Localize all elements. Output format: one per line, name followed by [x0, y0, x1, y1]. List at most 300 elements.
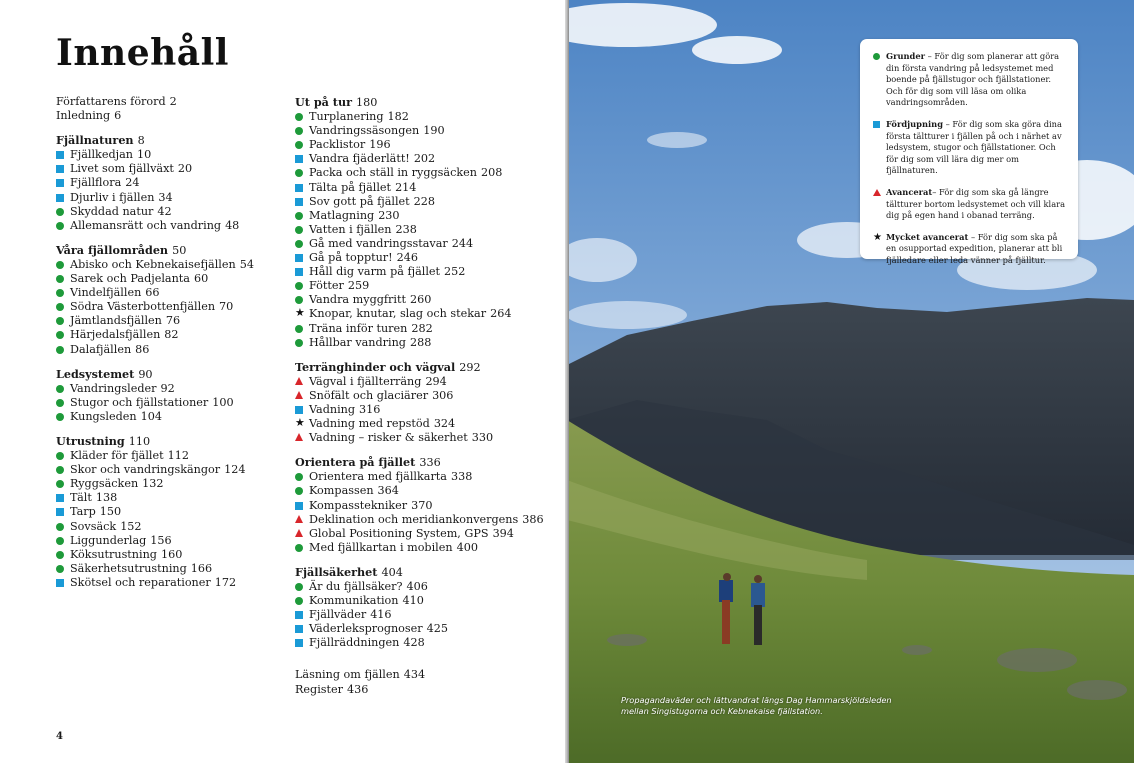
toc-entry-title: Läsning om fjällen — [295, 668, 400, 682]
toc-item-title: Tält — [70, 491, 92, 505]
circle-icon — [56, 480, 64, 488]
toc-item-title: Säkerhetsutrustning — [70, 561, 187, 575]
toc-item-title: Allemansrätt och vandring — [70, 218, 222, 232]
triangle-icon — [295, 377, 303, 385]
section-page: 336 — [419, 456, 441, 470]
toc-item — [56, 191, 286, 205]
toc-item-title: Matlagning — [309, 208, 375, 222]
section-title: Fjällsäkerhet — [295, 564, 378, 579]
toc-item-page: 288 — [409, 335, 432, 349]
toc-item — [56, 410, 286, 424]
circle-icon — [56, 289, 64, 297]
legend-item — [873, 187, 1066, 222]
toc-item — [56, 463, 286, 477]
toc-item-title: Vindelfjällen — [70, 286, 142, 300]
toc-item-title: Turplanering — [309, 110, 384, 124]
section-page: 90 — [138, 367, 153, 381]
toc-item-page: 112 — [167, 449, 189, 463]
square-icon — [873, 121, 880, 128]
toc-item-title: Södra Västerbottenfjällen — [70, 300, 216, 314]
toc-item-page: 208 — [480, 166, 503, 180]
toc-item — [295, 417, 555, 431]
triangle-icon — [295, 433, 303, 441]
circle-icon — [873, 53, 880, 60]
toc-item-page: 172 — [214, 575, 237, 589]
toc-item-title: Fjällräddningen — [309, 636, 400, 650]
toc-item-title: Packa och ställ in ryggsäcken — [309, 166, 477, 180]
square-icon — [56, 165, 64, 173]
circle-icon — [295, 212, 303, 220]
section-title: Ledsystemet — [56, 366, 135, 381]
toc-item-title: Kompassen — [309, 484, 374, 498]
toc-section — [56, 243, 286, 357]
square-icon — [295, 254, 303, 262]
toc-section-heading — [56, 434, 286, 449]
circle-icon — [295, 325, 303, 333]
circle-icon — [56, 452, 64, 460]
section-page: 292 — [459, 360, 481, 374]
toc-item-page: 246 — [396, 251, 419, 265]
circle-icon — [295, 597, 303, 605]
toc-item-title: Är du fjällsäker? — [309, 580, 403, 593]
toc-entry — [295, 668, 555, 682]
toc-item — [295, 403, 555, 417]
toc-item-page: 370 — [411, 498, 433, 512]
toc-item-page: 425 — [426, 622, 448, 636]
circle-icon — [56, 385, 64, 393]
toc-section-heading — [295, 565, 555, 580]
circle-icon — [56, 222, 64, 230]
toc-item — [295, 237, 555, 251]
toc-item — [295, 636, 555, 650]
toc-item — [295, 279, 555, 293]
toc-item — [295, 322, 555, 336]
toc-item-title: Gå på topptur! — [309, 251, 393, 265]
toc-item — [295, 195, 555, 209]
toc-item-title: Deklination och meridiankonvergens — [309, 512, 519, 526]
toc-item-page: 306 — [432, 388, 454, 402]
section-title: Ut på tur — [295, 95, 352, 109]
section-title: Orientera på fjället — [295, 455, 416, 470]
toc-item-page: 244 — [451, 236, 474, 250]
section-title: Terränghinder och vägval — [295, 359, 456, 374]
star-icon: ★ — [873, 231, 882, 243]
book-spine — [565, 0, 569, 763]
toc-item — [295, 484, 555, 498]
toc-item — [295, 513, 555, 527]
toc-item-title: Sov gott på fjället — [309, 194, 410, 208]
toc-item-page: 394 — [492, 526, 514, 540]
toc-item-title: Liggunderlag — [70, 533, 147, 547]
toc-item — [56, 162, 286, 176]
toc-item — [56, 272, 286, 286]
square-icon — [295, 198, 303, 206]
toc-item-page: 76 — [165, 314, 181, 328]
circle-icon — [56, 303, 64, 311]
circle-icon — [295, 226, 303, 234]
toc-item-page: 428 — [403, 636, 425, 650]
toc-item-title: Håll dig varm på fjället — [309, 265, 441, 279]
toc-item — [56, 576, 286, 590]
toc-item-title: Global Positioning System, GPS — [309, 526, 489, 540]
toc-item — [56, 258, 286, 272]
circle-icon — [295, 473, 303, 481]
toc-item-title: Vandra myggfritt — [309, 293, 406, 307]
toc-item-page: 182 — [387, 110, 409, 124]
section-page: 180 — [355, 96, 378, 109]
toc-item — [295, 594, 555, 608]
toc-item-page: 10 — [136, 148, 152, 162]
toc-item — [56, 343, 286, 357]
toc-entry-page: 436 — [347, 682, 369, 696]
toc-outro — [295, 668, 555, 696]
square-icon — [295, 184, 303, 192]
circle-icon — [56, 523, 64, 531]
legend-item — [873, 119, 1066, 177]
legend-item — [873, 232, 1066, 267]
section-title: Våra fjällområden — [56, 242, 169, 257]
square-icon — [56, 151, 64, 159]
toc-item-title: Livet som fjällväxt — [70, 162, 174, 176]
circle-icon — [56, 331, 64, 339]
toc-item-page: 54 — [239, 257, 254, 271]
circle-icon — [295, 282, 303, 290]
toc-item-page: 34 — [158, 190, 173, 204]
toc-item — [295, 527, 555, 541]
toc-item-page: 259 — [347, 279, 370, 293]
toc-item-page: 252 — [444, 265, 466, 279]
legend-text: – För dig som planerar att göra din första vandring på ledsystemet med boende på fjällstugor och fjällstationer. Och för dig som vill läsa om olika vandringsområden. — [886, 51, 1060, 108]
toc-item — [295, 431, 555, 445]
toc-item-page: 42 — [157, 204, 172, 218]
toc-item-page: 196 — [369, 138, 391, 152]
toc-item — [295, 251, 555, 265]
circle-icon — [295, 487, 303, 495]
toc-item — [56, 534, 286, 548]
toc-item — [295, 622, 555, 636]
legend-text: – För dig som ska göra dina första tältturer i fjällen på och i närhet av ledsystem, stugor och fjällstationer. Och för dig som vill lära dig mer om fjällnaturen. — [886, 118, 1062, 176]
circle-icon — [56, 399, 64, 407]
toc-item-page: 324 — [433, 417, 456, 431]
toc-item-page: 330 — [471, 431, 494, 445]
toc-item-page: 294 — [425, 374, 447, 388]
toc-item — [295, 307, 555, 321]
toc-item-page: 230 — [378, 208, 400, 222]
legend-text: – För dig som ska på en osupportad expedition, planerar att bli fjälledare eller leda vänner på fjälltur. — [886, 231, 1063, 265]
toc-entry-page: 434 — [403, 668, 426, 682]
toc-item-page: 400 — [456, 540, 478, 554]
toc-item-page: 264 — [490, 307, 512, 321]
triangle-icon — [295, 529, 303, 537]
toc-section-heading — [295, 455, 555, 470]
difficulty-legend — [860, 39, 1078, 265]
photo-caption — [621, 695, 892, 717]
toc-section-heading — [56, 133, 286, 148]
toc-entry-title: Författarens förord — [56, 95, 166, 108]
toc-entry-page: 6 — [114, 109, 122, 123]
toc-item-page: 214 — [395, 180, 417, 194]
toc-item-page: 364 — [377, 484, 399, 498]
triangle-icon — [873, 189, 881, 196]
toc-section — [295, 455, 555, 555]
circle-icon — [295, 544, 303, 552]
toc-item-title: Vadning med repstöd — [309, 417, 430, 431]
toc-item-title: Skötsel och reparationer — [70, 575, 211, 589]
toc-item-page: 24 — [125, 176, 140, 190]
toc-item — [295, 265, 555, 279]
toc-item-page: 410 — [402, 594, 424, 608]
toc-item — [295, 375, 555, 389]
circle-icon — [56, 413, 64, 421]
toc-intro — [56, 95, 286, 123]
toc-section — [295, 565, 555, 651]
circle-icon — [56, 565, 64, 573]
toc-entry — [56, 109, 286, 123]
legend-item — [873, 51, 1066, 109]
toc-item-page: 150 — [99, 505, 122, 519]
toc-item — [295, 293, 555, 307]
toc-item-title: Härjedalsfjällen — [70, 328, 161, 342]
toc-item-title: Stugor och fjällstationer — [70, 395, 209, 409]
toc-item-page: 124 — [224, 463, 246, 477]
toc-item-title: Tälta på fjället — [309, 180, 392, 194]
circle-icon — [295, 583, 303, 591]
circle-icon — [56, 537, 64, 545]
circle-icon — [56, 275, 64, 283]
toc-item — [295, 541, 555, 555]
toc-item-page: 66 — [145, 286, 160, 300]
toc-column-2 — [295, 95, 555, 697]
toc-item — [295, 110, 555, 124]
square-icon — [295, 406, 303, 414]
toc-entry — [56, 95, 286, 109]
toc-item-title: Knopar, knutar, slag och stekar — [309, 307, 487, 321]
toc-item-title: Sarek och Padjelanta — [70, 272, 190, 286]
toc-item-title: Väderleksprognoser — [309, 622, 423, 636]
toc-section — [295, 360, 555, 446]
toc-item-page: 132 — [142, 477, 164, 491]
toc-item — [56, 148, 286, 162]
toc-item — [56, 286, 286, 300]
toc-item-title: Hållbar vandring — [309, 335, 406, 349]
toc-item-title: Abisko och Kebnekaisefjällen — [70, 257, 236, 271]
square-icon — [56, 579, 64, 587]
toc-item-page: 86 — [135, 342, 150, 356]
toc-item-page: 70 — [219, 300, 234, 314]
page-title: Innehåll — [56, 32, 229, 74]
toc-item — [295, 124, 555, 138]
section-page: 110 — [128, 434, 151, 448]
toc-item-page: 260 — [409, 293, 432, 307]
toc-item-title: Kommunikation — [309, 594, 399, 608]
triangle-icon — [295, 515, 303, 523]
square-icon — [56, 508, 64, 516]
circle-icon — [295, 339, 303, 347]
toc-section-heading — [295, 360, 555, 375]
toc-item — [295, 470, 555, 484]
toc-item — [295, 223, 555, 237]
legend-text: – För dig som ska gå längre tältturer bortom ledsystemet och vill klara dig på egen hand i obanad terräng. — [886, 186, 1066, 221]
toc-item — [295, 166, 555, 180]
circle-icon — [56, 466, 64, 474]
triangle-icon — [295, 391, 303, 399]
toc-item — [56, 477, 286, 491]
toc-column-1 — [56, 95, 286, 590]
toc-item-page: 160 — [160, 547, 183, 561]
toc-section — [56, 434, 286, 590]
toc-item-page: 152 — [120, 519, 142, 533]
toc-item-page: 416 — [370, 608, 392, 622]
circle-icon — [295, 141, 303, 149]
toc-item-page: 138 — [95, 491, 118, 505]
toc-item-title: Ryggsäcken — [70, 477, 139, 491]
toc-item-title: Vatten i fjällen — [309, 222, 392, 236]
square-icon — [295, 155, 303, 163]
toc-item — [56, 505, 286, 519]
toc-item — [295, 152, 555, 166]
page-number: 4 — [56, 731, 63, 742]
toc-item-page: 92 — [160, 381, 175, 395]
toc-item — [295, 336, 555, 350]
toc-item-title: Dalafjällen — [70, 342, 132, 356]
toc-item — [295, 499, 555, 513]
right-page-photo — [567, 0, 1134, 763]
toc-item — [295, 209, 555, 223]
toc-item — [56, 396, 286, 410]
toc-item-page: 100 — [212, 395, 234, 409]
toc-item — [295, 580, 555, 594]
circle-icon — [56, 317, 64, 325]
toc-item-title: Snöfält och glaciärer — [309, 388, 429, 402]
circle-icon — [56, 346, 64, 354]
square-icon — [295, 611, 303, 619]
toc-item — [56, 491, 286, 505]
toc-entry — [295, 683, 555, 697]
toc-item — [56, 382, 286, 396]
circle-icon — [295, 240, 303, 248]
toc-item — [56, 205, 286, 219]
toc-item — [56, 328, 286, 342]
section-page: 8 — [137, 134, 145, 148]
toc-section — [56, 133, 286, 233]
toc-section — [56, 367, 286, 424]
square-icon — [295, 268, 303, 276]
toc-item-title: Vadning – risker & säkerhet — [309, 431, 468, 445]
toc-item-page: 228 — [413, 194, 436, 208]
toc-item-page: 386 — [522, 512, 544, 526]
toc-item-title: Gå med vandringsstavar — [309, 236, 448, 250]
toc-item-page: 104 — [140, 409, 162, 423]
toc-item-title: Med fjällkartan i mobilen — [309, 540, 453, 554]
toc-item — [295, 138, 555, 152]
toc-item-title: Sovsäck — [70, 519, 117, 533]
toc-item-title: Vägval i fjällterräng — [309, 374, 422, 388]
toc-item-page: 60 — [193, 272, 209, 286]
toc-item-title: Vadning — [309, 402, 356, 416]
toc-item — [56, 314, 286, 328]
toc-item — [295, 181, 555, 195]
legend-term: Mycket avancerat — [886, 231, 969, 242]
toc-item-title: Vandringssäsongen — [309, 124, 420, 138]
toc-section-heading — [56, 367, 286, 382]
toc-item-page: 282 — [411, 321, 433, 335]
toc-item — [295, 389, 555, 403]
toc-item — [56, 562, 286, 576]
circle-icon — [295, 169, 303, 177]
square-icon — [56, 194, 64, 202]
toc-item-title: Orientera med fjällkarta — [309, 470, 447, 484]
toc-item — [56, 449, 286, 463]
toc-item-title: Skyddad natur — [70, 204, 154, 218]
legend-term: Grunder — [886, 51, 925, 61]
section-page: 404 — [381, 565, 403, 579]
circle-icon — [295, 296, 303, 304]
toc-item-title: Tarp — [70, 505, 96, 519]
toc-item-title: Fjällväder — [309, 608, 367, 622]
toc-item-page: 190 — [423, 124, 445, 138]
square-icon — [56, 494, 64, 502]
section-title: Utrustning — [56, 433, 125, 448]
star-icon: ★ — [295, 416, 305, 430]
toc-item-title: Packlistor — [309, 138, 366, 152]
toc-item — [56, 300, 286, 314]
toc-item-page: 156 — [150, 533, 172, 547]
circle-icon — [295, 113, 303, 121]
circle-icon — [56, 208, 64, 216]
toc-item-title: Vandringsleder — [70, 381, 157, 395]
toc-entry-title: Register — [295, 682, 343, 696]
toc-item-page: 238 — [395, 222, 417, 236]
toc-item-title: Vandra fjäderlätt! — [309, 152, 410, 166]
toc-item-title: Skor och vandringskängor — [70, 463, 221, 477]
toc-item-title: Kläder för fjället — [70, 449, 164, 463]
square-icon — [295, 625, 303, 633]
square-icon — [56, 179, 64, 187]
toc-item-title: Djurliv i fjällen — [70, 190, 155, 204]
toc-item-title: Träna inför turen — [309, 321, 408, 335]
toc-item-title: Fötter — [309, 279, 344, 293]
toc-item — [56, 548, 286, 562]
section-page: 50 — [172, 243, 187, 257]
toc-item-page: 316 — [359, 402, 381, 416]
star-icon: ★ — [295, 306, 305, 320]
toc-item-page: 202 — [413, 152, 436, 166]
circle-icon — [56, 551, 64, 559]
toc-section — [295, 95, 555, 350]
legend-term: Avancerat — [886, 186, 933, 197]
circle-icon — [295, 127, 303, 135]
toc-section-heading — [295, 95, 555, 110]
toc-item-title: Kungsleden — [70, 409, 137, 423]
toc-item — [56, 176, 286, 190]
toc-item-page: 82 — [164, 328, 179, 342]
toc-entry-page: 2 — [169, 95, 177, 108]
toc-item-title: Kompasstekniker — [309, 498, 408, 512]
toc-item — [295, 608, 555, 622]
caption-line-1: Propagandaväder och lättvandrat längs Dag Hammarskjöldsleden — [621, 695, 892, 705]
toc-item-page: 406 — [406, 580, 428, 593]
square-icon — [295, 639, 303, 647]
toc-item — [56, 219, 286, 233]
toc-item-title: Fjällflora — [70, 176, 122, 190]
toc-item-title: Jämtlandsfjällen — [70, 314, 162, 328]
toc-entry-title: Inledning — [56, 109, 111, 123]
toc-item — [56, 520, 286, 534]
square-icon — [295, 502, 303, 510]
circle-icon — [56, 261, 64, 269]
toc-item-page: 48 — [225, 218, 240, 232]
toc-item-title: Köksutrustning — [70, 547, 157, 561]
